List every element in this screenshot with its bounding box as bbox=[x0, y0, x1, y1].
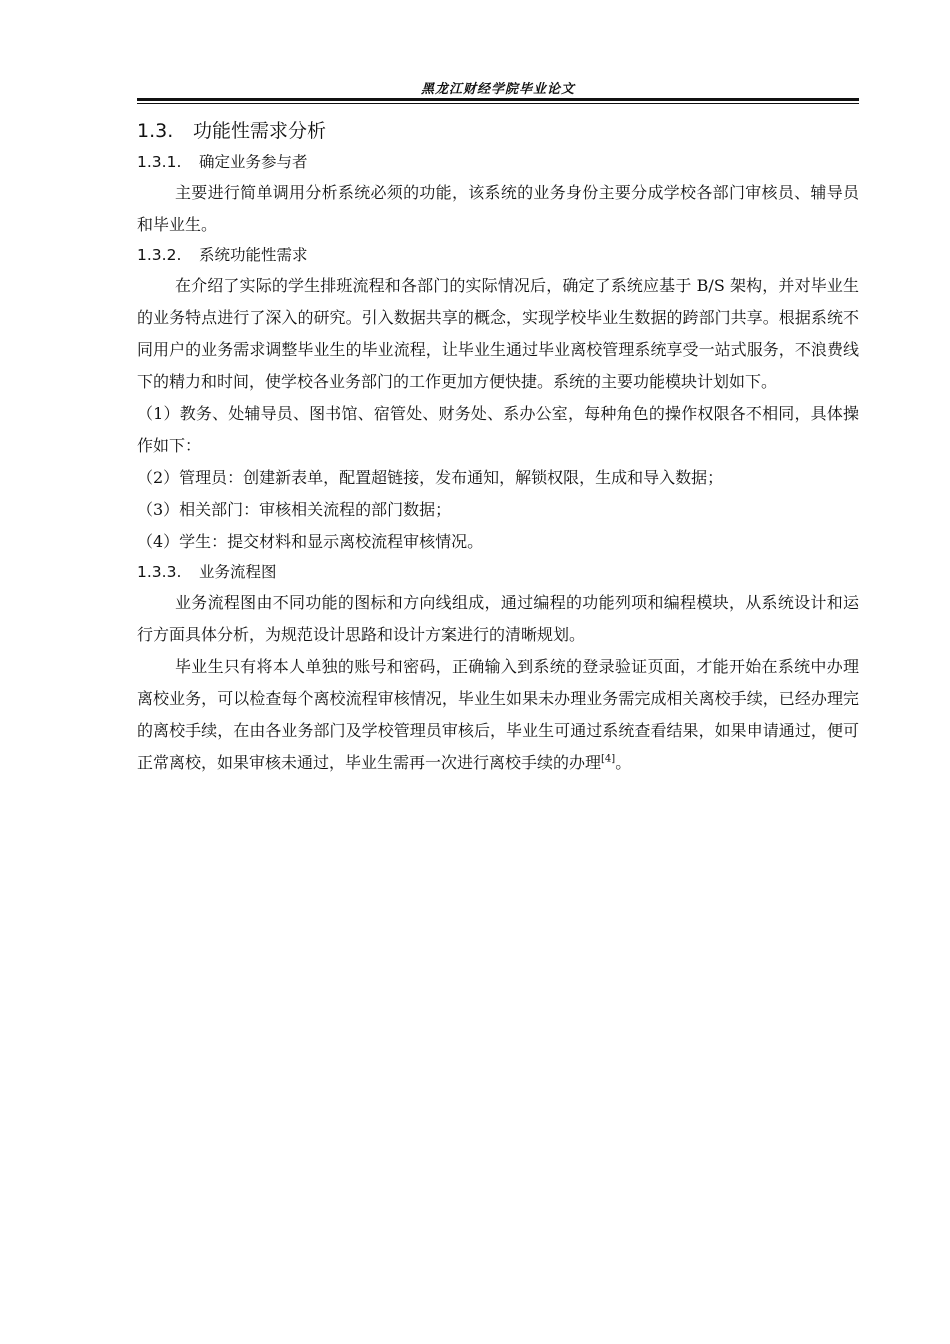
list-item: （2）管理员：创建新表单，配置超链接，发布通知，解锁权限，生成和导入数据； bbox=[137, 468, 724, 487]
subsection-title: 确定业务参与者 bbox=[199, 153, 308, 171]
section-number: 1.3. bbox=[137, 120, 174, 142]
paragraph-functional-requirements: 在介绍了实际的学生排班流程和各部门的实际情况后，确定了系统应基于 B/S 架构，并对毕业生的业务特点进行了深入的研究。引入数据共享的概念，实现学校毕业生数据的跨部门共享。根据系统不同用户的业务需求调整毕业生的毕业流程，让毕业生通过毕业离校管理系统享受一站式服务，不浪费线下的精力和时间，使学校各业务部门的工作更加方便快捷。系统的主要功能模块计划如下。 bbox=[137, 276, 859, 391]
document-body bbox=[137, 114, 859, 779]
citation-ref: [4] bbox=[601, 753, 616, 765]
paragraph-end: 。 bbox=[615, 753, 632, 772]
paragraph-text: 毕业生只有将本人单独的账号和密码，正确输入到系统的登录验证页面，才能开始在系统中办理离校业务，可以检查每个离校流程审核情况，毕业生如果未办理业务需完成相关离校手续，已经办理完的离校手续，在由各业务部门及学校管理员审核后，毕业生可通过系统查看结果，如果申请通过，便可正常离校，如果审核未通过，毕业生需再一次进行离校手续的办理 bbox=[137, 657, 859, 772]
paragraph-flowchart-intro: 业务流程图由不同功能的图标和方向线组成，通过编程的功能列项和编程模块，从系统设计和运行方面具体分析，为规范设计思路和设计方案进行的清晰规划。 bbox=[137, 593, 859, 644]
paragraph-graduate-process bbox=[137, 651, 859, 779]
section-title: 功能性需求分析 bbox=[193, 120, 327, 142]
subsection-heading-1 bbox=[137, 148, 859, 177]
paragraph-participants: 主要进行简单调用分析系统必须的功能，该系统的业务身份主要分成学校各部门审核员、辅导员和毕业生。 bbox=[137, 183, 859, 234]
subsection-heading-2 bbox=[137, 241, 859, 270]
subsection-heading-3 bbox=[137, 558, 859, 587]
subsection-title: 系统功能性需求 bbox=[199, 246, 308, 264]
subsection-number: 1.3.2. bbox=[137, 246, 182, 264]
section-heading bbox=[137, 114, 859, 148]
subsection-title: 业务流程图 bbox=[199, 563, 277, 581]
header-rule-thick bbox=[137, 98, 859, 101]
subsection-number: 1.3.1. bbox=[137, 153, 182, 171]
list-item: （1）教务、处辅导员、图书馆、宿管处、财务处、系办公室，每种角色的操作权限各不相同，具体操作如下： bbox=[137, 404, 859, 455]
list-item: （4）学生：提交材料和显示离校流程审核情况。 bbox=[137, 532, 484, 551]
running-header: 黑龙江财经学院毕业论文 bbox=[420, 82, 575, 97]
header-rule-thin bbox=[137, 103, 859, 104]
subsection-number: 1.3.3. bbox=[137, 563, 182, 581]
list-item: （3）相关部门：审核相关流程的部门数据； bbox=[137, 500, 452, 519]
